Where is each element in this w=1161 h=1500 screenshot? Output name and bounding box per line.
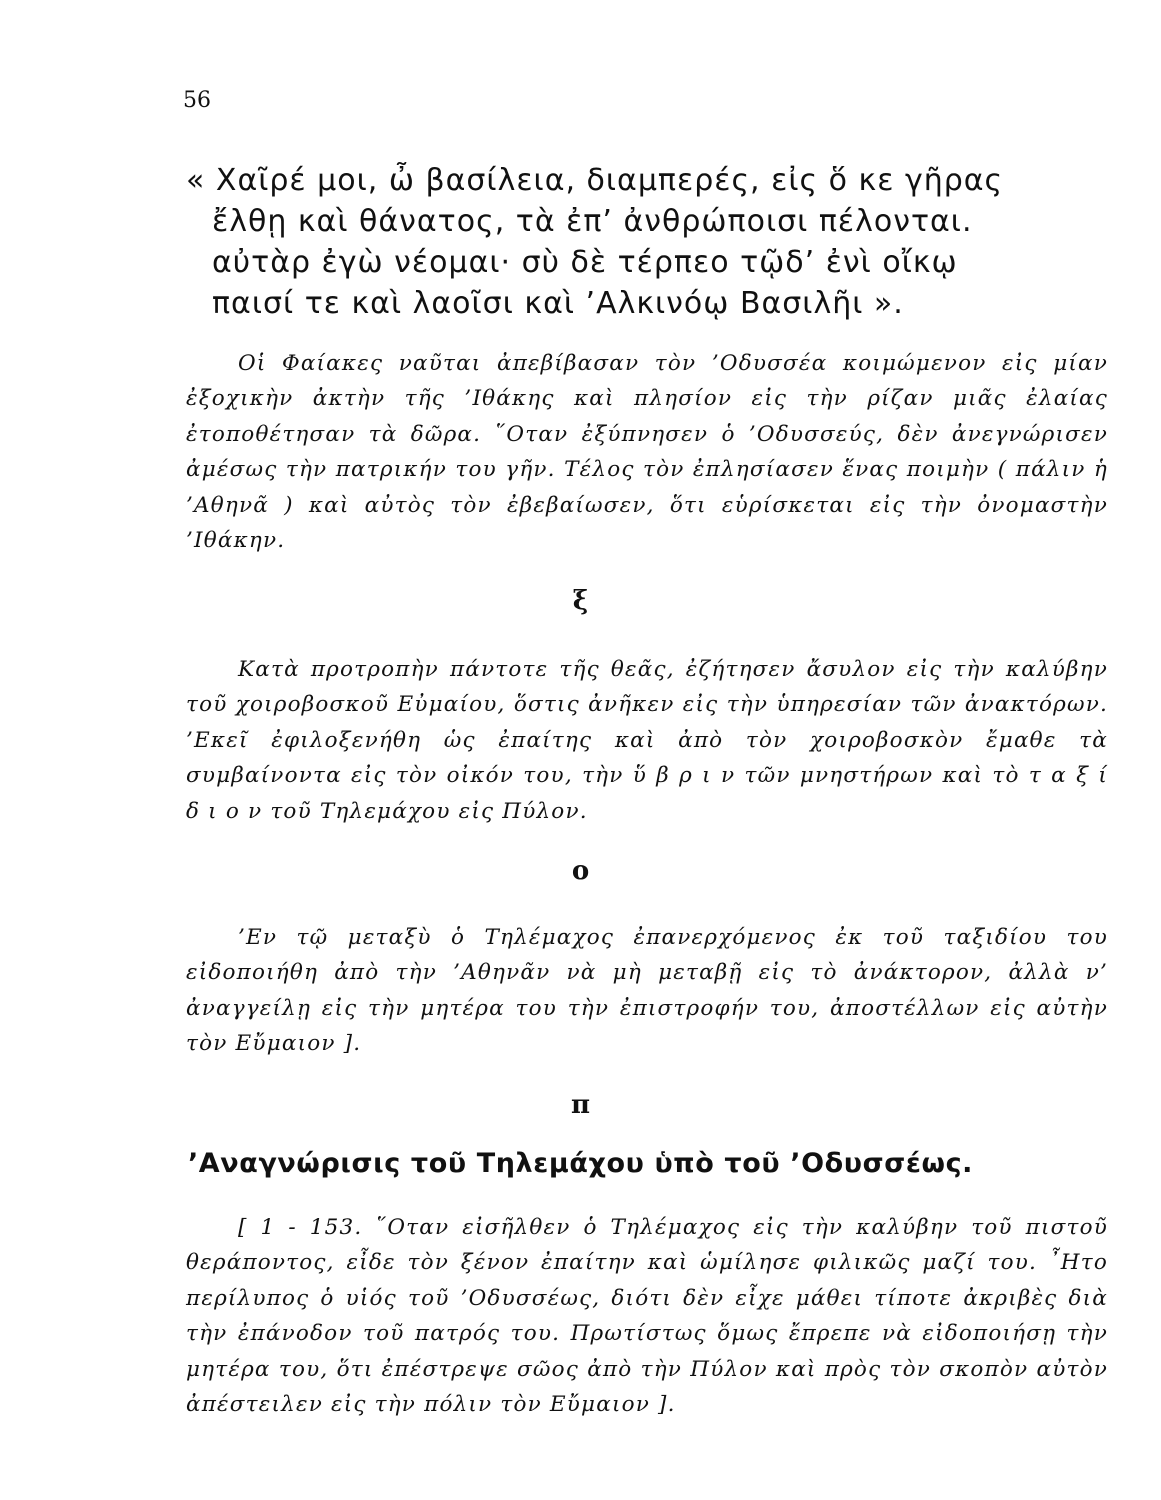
verse-line: αὐτὰρ ἐγὼ νέομαι· σὺ δὲ τέρπεο τῷδ’ ἐνὶ οἴκῳ (212, 245, 958, 280)
paragraph-text: [ 1 - 153. ῞Οταν εἰσῆλθεν ὁ Τηλέμαχος εἰς τὴν καλύβην τοῦ πιστοῦ θεράποντος, εἶδε τὸν ξένον ἐπαίτην καὶ ὡμίλησε φιλικῶς μαζί του. ῏Ητο περίλυπος ὁ υἱός τοῦ ’Οδυσσέως, διότι δὲν εἶχε μάθει τίποτε ἀκριβὲς διὰ τὴν ἐπάνοδον τοῦ πατρός του. Πρωτίστως ὅμως ἔπρεπε νὰ εἰδοποιήσῃ τὴν μητέρα του, ὅτι ἐπέστρεψε σῶος ἀπὸ τὴν Πύλον καὶ πρὸς τὸν σκοπὸν αὐτὸν ἀπέστειλεν εἰς τὴν πόλιν τὸν Εὔμαιον ]. (186, 1215, 1108, 1418)
verse-block (186, 160, 1086, 324)
verse-line: παισί τε καὶ λαοῖσι καὶ ’Αλκινόῳ Βασιλῆι ». (212, 286, 904, 321)
section-letter-xi: ξ (572, 586, 589, 616)
verse-line: « Χαῖρέ μοι, ὦ βασίλεια, διαμπερές, εἰς ὅ κε γῆρας (186, 163, 1004, 198)
section-letter-pi: π (570, 1090, 591, 1120)
paragraph-telemachus-return (186, 920, 1108, 1062)
section-heading: ’Αναγνώρισις τοῦ Τηλεμάχου ὑπὸ τοῦ ’Οδυσσέως. (187, 1148, 974, 1179)
section-letter-omicron: ο (571, 856, 590, 886)
paragraph-text: Κατὰ προτροπὴν πάντοτε τῆς θεᾶς, ἐζήτησεν ἄσυλον εἰς τὴν καλύβην τοῦ χοιροβοσκοῦ Εὐμαίου, ὅστις ἀνῆκεν εἰς τὴν ὑπηρεσίαν τῶν ἀνακτόρων. ’Εκεῖ ἐφιλοξενήθη ὡς ἐπαίτης καὶ ἀπὸ τὸν χοιροβοσκὸν ἔμαθε τὰ συμβαίνοντα εἰς τὸν οἰκόν του, τὴν ὕ β ρ ι ν τῶν μνηστήρων καὶ τὸ τ α ξ ί δ ι ο ν τοῦ Τηλεμάχου εἰς Πύλον. (186, 657, 1108, 824)
page-number: 56 (183, 88, 211, 113)
paragraph-eumaeus (186, 652, 1108, 829)
paragraph-text: Οἱ Φαίακες ναῦται ἀπεβίβασαν τὸν ’Οδυσσέα κοιμώμενον εἰς μίαν ἐξοχικὴν ἀκτὴν τῆς ’Ιθάκης καὶ πλησίον εἰς τὴν ρίζαν μιᾶς ἐλαίας ἐτοποθέτησαν τὰ δῶρα. ῞Οταν ἐξύπνησεν ὁ ’Οδυσσεύς, δὲν ἀνεγνώρισεν ἀμέσως τὴν πατρικήν του γῆν. Τέλος τὸν ἐπλησίασεν ἕνας ποιμὴν ( πάλιν ἡ ’Αθηνᾶ ) καὶ αὐτὸς τὸν ἐβεβαίωσεν, ὅτι εὑρίσκεται εἰς τὴν ὀνομαστὴν ’Ιθάκην. (186, 351, 1108, 554)
verse-line: ἔλθῃ καὶ θάνατος, τὰ ἐπ’ ἀνθρώποισι πέλονται. (212, 204, 973, 239)
paragraph-recognition (186, 1210, 1108, 1422)
paragraph-phaeacians (186, 346, 1108, 558)
paragraph-text: ’Εν τῷ μεταξὺ ὁ Τηλέμαχος ἐπανερχόμενος ἐκ τοῦ ταξιδίου του εἰδοποιήθη ἀπὸ τὴν ’Αθηνᾶν νὰ μὴ μεταβῇ εἰς τὸ ἀνάκτορον, ἀλλὰ ν’ ἀναγγείλῃ εἰς τὴν μητέρα του τὴν ἐπιστροφήν του, ἀποστέλλων εἰς αὐτὴν τὸν Εὔμαιον ]. (186, 925, 1108, 1057)
